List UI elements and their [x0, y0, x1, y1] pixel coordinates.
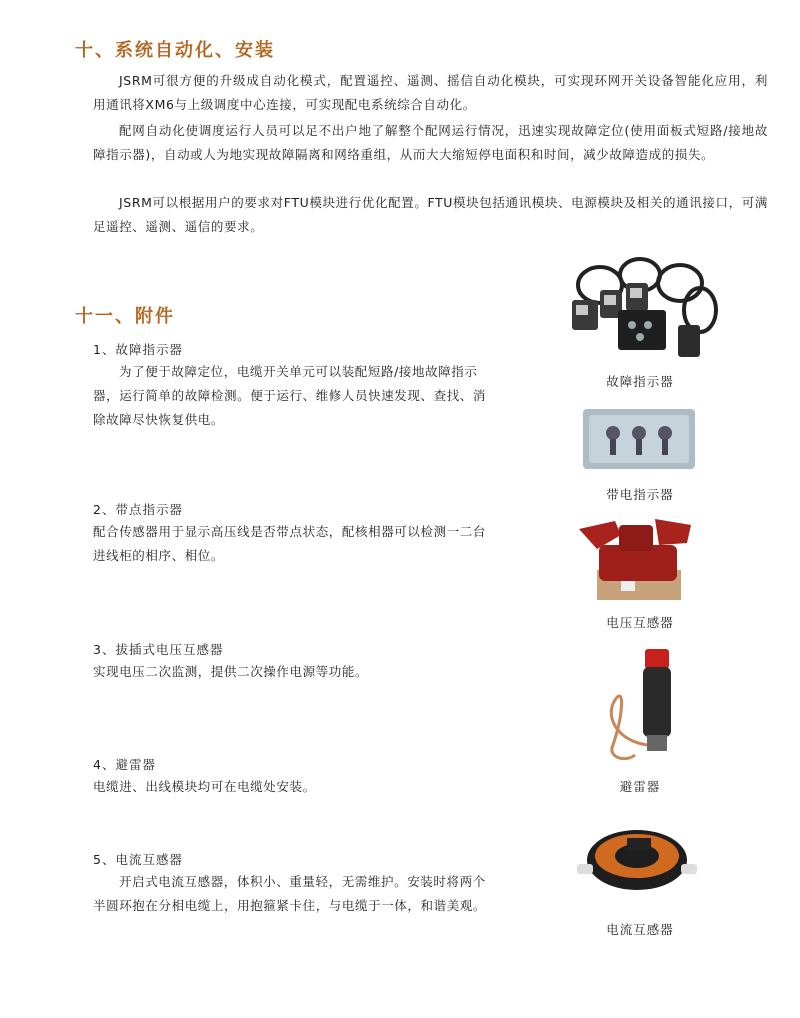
voltage-transformer-image	[575, 515, 695, 605]
item-3-title: 3、拔插式电压互感器	[93, 642, 224, 657]
item-3-body: 实现电压二次监测，提供二次操作电源等功能。	[93, 664, 369, 679]
item-1-title: 1、故障指示器	[93, 342, 183, 357]
current-transformer-caption: 电流互感器	[606, 922, 674, 937]
current-transformer-image	[575, 820, 700, 900]
fault-indicator-image	[560, 255, 720, 365]
live-indicator-image	[583, 405, 695, 473]
surge-arrester-image	[595, 645, 690, 765]
fault-indicator-caption: 故障指示器	[606, 374, 674, 389]
surge-arrester-caption: 避雷器	[619, 779, 661, 794]
live-indicator-caption: 带电指示器	[606, 487, 674, 502]
item-2-body: 配合传感器用于显示高压线是否带点状态，配核相器可以检测一二台进线柜的相序、相位。	[93, 524, 487, 563]
section-10-paragraph-3: JSRM可以根据用户的要求对FTU模块进行优化配置。FTU模块包括通讯模块、电源模块及相关的通讯接口，可满足遥控、遥测、遥信的要求。	[93, 195, 768, 234]
item-4-title: 4、避雷器	[93, 757, 156, 772]
item-2-title: 2、带点指示器	[93, 502, 183, 517]
voltage-transformer-caption: 电压互感器	[606, 615, 674, 630]
section-10-title: 十、系统自动化、安装	[75, 40, 275, 61]
section-10-paragraph-2: 配网自动化使调度运行人员可以足不出户地了解整个配网运行情况，迅速实现故障定位(使用面板式短路/接地故障指示器)，自动或人为地实现故障隔离和网络重组，从而大大缩短停电面积和时间，减少故障造成的损失。	[93, 123, 768, 162]
item-5-body: 开启式电流互感器，体积小、重量轻，无需维护。安装时将两个半圆环抱在分相电缆上，用抱箍紧卡住，与电缆于一体，和谐美观。	[93, 874, 487, 913]
item-1-body: 为了便于故障定位，电缆开关单元可以装配短路/接地故障指示器，运行简单的故障检测。便于运行、维修人员快速发现、查找、消除故障尽快恢复供电。	[93, 364, 487, 427]
section-10-paragraph-1: JSRM可很方便的升级成自动化模式，配置遥控、遥测、摇信自动化模块，可实现环网开关设备智能化应用，利用通讯将XM6与上级调度中心连接，可实现配电系统综合自动化。	[93, 73, 768, 112]
section-11-title: 十一、附件	[75, 306, 175, 327]
item-4-body: 电缆进、出线模块均可在电缆处安装。	[93, 779, 316, 794]
item-5-title: 5、电流互感器	[93, 852, 183, 867]
